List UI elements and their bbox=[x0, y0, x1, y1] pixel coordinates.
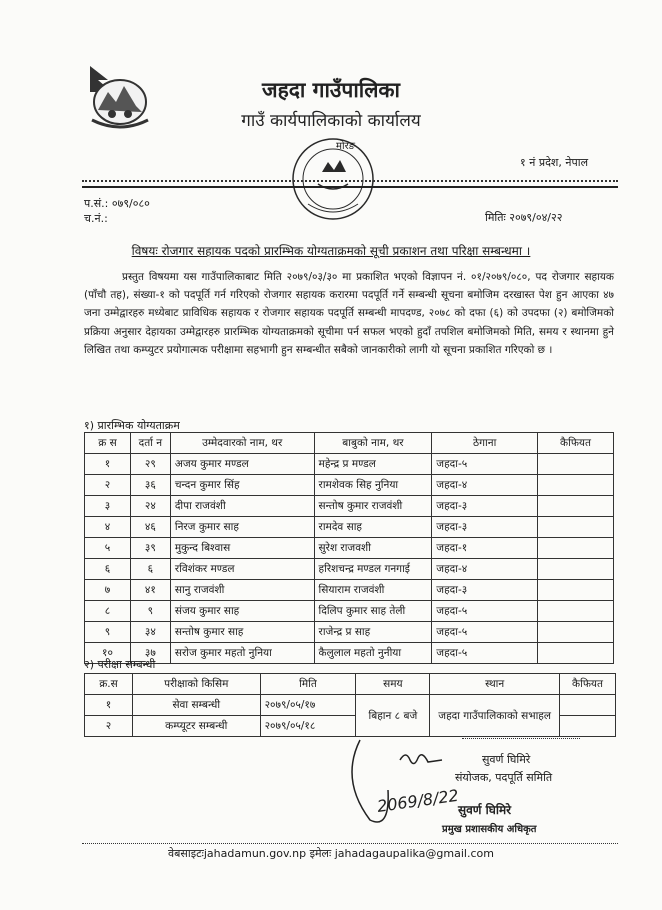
cell-remarks bbox=[538, 559, 614, 580]
cell-sn: १० bbox=[85, 643, 131, 664]
cell-father-name: हरिशचन्द्र मण्डल गनगाई bbox=[314, 559, 432, 580]
cell-father-name: कैलुलाल महतो नुनीया bbox=[314, 643, 432, 664]
office-seal-icon bbox=[288, 134, 378, 224]
cell-sn: ५ bbox=[85, 538, 131, 559]
col-header-remarks: कैफियत bbox=[560, 674, 616, 695]
table-row bbox=[85, 496, 614, 517]
cell-remarks bbox=[538, 622, 614, 643]
notice-body bbox=[84, 268, 614, 359]
col-header-father: बाबुको नाम, थर bbox=[314, 433, 432, 454]
cell-candidate-name: निरज कुमार साह bbox=[170, 517, 314, 538]
cell-sn: ४ bbox=[85, 517, 131, 538]
cell-father-name: दिलिप कुमार साह तेली bbox=[314, 601, 432, 622]
cell-candidate-name: रविशंकर मण्डल bbox=[170, 559, 314, 580]
cell-reg-no: २४ bbox=[130, 496, 170, 517]
cell-sn: ७ bbox=[85, 580, 131, 601]
section-1-title: १) प्रारम्भिक योग्यताक्रम bbox=[84, 419, 180, 432]
table-row bbox=[85, 643, 614, 664]
province-label: १ नं प्रदेश, नेपाल bbox=[520, 156, 589, 169]
table-header-row bbox=[85, 674, 616, 695]
cell-reg-no: ३६ bbox=[130, 475, 170, 496]
table-row bbox=[85, 601, 614, 622]
cell-reg-no: २९ bbox=[130, 454, 170, 475]
cell-reg-no: ३४ bbox=[130, 622, 170, 643]
cell-address: जहदा-५ bbox=[432, 601, 538, 622]
cell-father-name: सन्तोष कुमार राजवंशी bbox=[314, 496, 432, 517]
cell-reg-no: ९ bbox=[130, 601, 170, 622]
cell-venue: जहदा गाउँपालिकाको सभाहल bbox=[430, 695, 560, 737]
letter-date: मितिः २०७९/०४/२२ bbox=[485, 211, 563, 224]
cell-father-name: रामदेव साह bbox=[314, 517, 432, 538]
col-header-exam-type: परीक्षाको किसिम bbox=[132, 674, 260, 695]
section-2-title: २) परीक्षा सम्बन्धी bbox=[84, 658, 156, 671]
cell-reg-no: ६ bbox=[130, 559, 170, 580]
footer-rule bbox=[82, 843, 618, 844]
signature-line bbox=[462, 738, 580, 739]
svg-text:सुवर्ण घिमिरे: सुवर्ण घिमिरे bbox=[458, 803, 512, 817]
svg-text:प्रमुख प्रशासकीय अधिकृत: प्रमुख प्रशासकीय अधिकृत bbox=[442, 824, 537, 835]
cell-remarks bbox=[538, 643, 614, 664]
col-header-remarks: कैफियत bbox=[538, 433, 614, 454]
table-row bbox=[85, 475, 614, 496]
cell-sn: ९ bbox=[85, 622, 131, 643]
body-paragraph: प्रस्तुत विषयमा यस गाउँपालिकाबाट मिति २०७९/०३/३० मा प्रकाशित भएको विज्ञापन नं. ०१/२०७९/०८०, पद रोजगार सहायक (पाँचौ तह), संख्या-१ को पदपूर्ति गर्न गरिएको रोजगार सहायक करारमा पदपूर्ति गर्ने सम्बन्धी सूचना बमोजिम दरखास्त पेश हुन आएका ४७ जना उम्मेद्वारहरु मध्येबाट प्राविधिक सहायक र रोजगार सहायक पदपूर्ति सम्बन्धी मापदण्ड, २०७८ को दफा (६) को उपदफा (२) बमोजिमको प्रक्रिया अनुसार देहायका उम्मेद्वारहरु प्रारम्भिक योग्यताक्रमको सूचीमा पर्न सफल भएको हुदाँ तपशिल बमोजिमको मिति, समय र स्थानमा हुने लिखित तथा कम्प्युटर प्रयोगात्मक परीक्षामा सहभागी हुन सम्बन्धीत सबैको जानकारीको लागी यो सूचना प्रकाशित गरिएको छ । bbox=[84, 271, 614, 356]
col-header-time: समय bbox=[356, 674, 430, 695]
cell-address: जहदा-५ bbox=[432, 643, 538, 664]
cell-father-name: सुरेश राजवशी bbox=[314, 538, 432, 559]
table-row bbox=[85, 454, 614, 475]
cell-father-name: राजेन्द्र प्र साह bbox=[314, 622, 432, 643]
table-row bbox=[85, 622, 614, 643]
cell-reg-no: ३७ bbox=[130, 643, 170, 664]
cell-candidate-name: अजय कुमार मण्डल bbox=[170, 454, 314, 475]
col-header-date: मिति bbox=[260, 674, 356, 695]
cell-remarks bbox=[538, 496, 614, 517]
cell-time: बिहान ८ बजे bbox=[356, 695, 430, 737]
cell-candidate-name: सन्तोष कुमार साह bbox=[170, 622, 314, 643]
cell-father-name: महेन्द्र प्र मण्डल bbox=[314, 454, 432, 475]
cell-remarks bbox=[538, 475, 614, 496]
table-row bbox=[85, 695, 616, 716]
col-header-sn: क्र.स bbox=[85, 674, 133, 695]
cell-sn: १ bbox=[85, 695, 133, 716]
letter-number: प.सं.: ०७९/०८० bbox=[84, 197, 150, 210]
svg-text:2069/8/22: 2069/8/22 bbox=[375, 785, 460, 816]
reference-block bbox=[84, 196, 150, 226]
footer-contact: वेबसाइटःjahadamun.gov.np इमेलः jahadagaupalika@gmail.com bbox=[168, 847, 494, 860]
candidate-table bbox=[84, 432, 614, 664]
signatory-name: सुवर्ण घिमिरे bbox=[482, 753, 531, 766]
cell-sn: २ bbox=[85, 716, 133, 737]
col-header-venue: स्थान bbox=[430, 674, 560, 695]
cell-address: जहदा-३ bbox=[432, 517, 538, 538]
col-header-sn: क्र स bbox=[85, 433, 131, 454]
col-header-candidate: उम्मेदवारको नाम, थर bbox=[170, 433, 314, 454]
cell-reg-no: ४१ bbox=[130, 580, 170, 601]
table-row bbox=[85, 559, 614, 580]
cell-father-name: सियाराम राजवंशी bbox=[314, 580, 432, 601]
cell-sn: ६ bbox=[85, 559, 131, 580]
dispatch-number: च.नं.: bbox=[84, 212, 108, 225]
table-header-row bbox=[85, 433, 614, 454]
cell-sn: २ bbox=[85, 475, 131, 496]
subject-line bbox=[0, 242, 662, 259]
table-row bbox=[85, 580, 614, 601]
cell-remarks bbox=[538, 601, 614, 622]
cell-reg-no: ३९ bbox=[130, 538, 170, 559]
signatory-role: संयोजक, पदपूर्ति समिति bbox=[455, 771, 553, 784]
cell-candidate-name: दीपा राजवंशी bbox=[170, 496, 314, 517]
cell-father-name: रामशेवक सिह नुनिया bbox=[314, 475, 432, 496]
cell-reg-no: ४६ bbox=[130, 517, 170, 538]
cell-sn: १ bbox=[85, 454, 131, 475]
cell-remarks bbox=[538, 517, 614, 538]
header-rule bbox=[82, 186, 618, 188]
cell-remarks bbox=[560, 695, 616, 716]
cell-address: जहदा-३ bbox=[432, 580, 538, 601]
cell-sn: ३ bbox=[85, 496, 131, 517]
district-label: मोरङ bbox=[336, 141, 356, 152]
cell-exam-type: सेवा सम्बन्धी bbox=[132, 695, 260, 716]
cell-address: जहदा-३ bbox=[432, 496, 538, 517]
col-header-address: ठेगाना bbox=[432, 433, 538, 454]
cell-candidate-name: मुकुन्द बिश्वास bbox=[170, 538, 314, 559]
organization-name: जहदा गाउँपालिका bbox=[261, 78, 400, 102]
cell-remarks bbox=[538, 538, 614, 559]
cell-candidate-name: संजय कुमार साह bbox=[170, 601, 314, 622]
cell-address: जहदा-५ bbox=[432, 622, 538, 643]
table-row bbox=[85, 517, 614, 538]
cell-address: जहदा-४ bbox=[432, 559, 538, 580]
cell-candidate-name: सरोज कुमार महतो नुनिया bbox=[170, 643, 314, 664]
cell-address: जहदा-५ bbox=[432, 454, 538, 475]
cell-candidate-name: सानु राजवंशी bbox=[170, 580, 314, 601]
cell-remarks bbox=[538, 580, 614, 601]
subject-text: विषयः रोजगार सहायक पदको प्रारम्भिक योग्यताक्रमको सूची प्रकाशन तथा परिक्षा सम्बन्धमा । bbox=[131, 244, 531, 258]
cell-remarks bbox=[538, 454, 614, 475]
cell-candidate-name: चन्दन कुमार सिंह bbox=[170, 475, 314, 496]
cell-exam-type: कम्प्यूटर सम्बन्धी bbox=[132, 716, 260, 737]
cell-address: जहदा-४ bbox=[432, 475, 538, 496]
table-row bbox=[85, 538, 614, 559]
cell-date: २०७९/०५/१७ bbox=[260, 695, 356, 716]
office-name: गाउँ कार्यपालिकाको कार्यालय bbox=[241, 111, 421, 131]
cell-address: जहदा-१ bbox=[432, 538, 538, 559]
header-dotted-rule bbox=[82, 180, 618, 182]
cell-date: २०७९/०५/१८ bbox=[260, 716, 356, 737]
cell-sn: ८ bbox=[85, 601, 131, 622]
col-header-reg-no: दर्ता न bbox=[130, 433, 170, 454]
